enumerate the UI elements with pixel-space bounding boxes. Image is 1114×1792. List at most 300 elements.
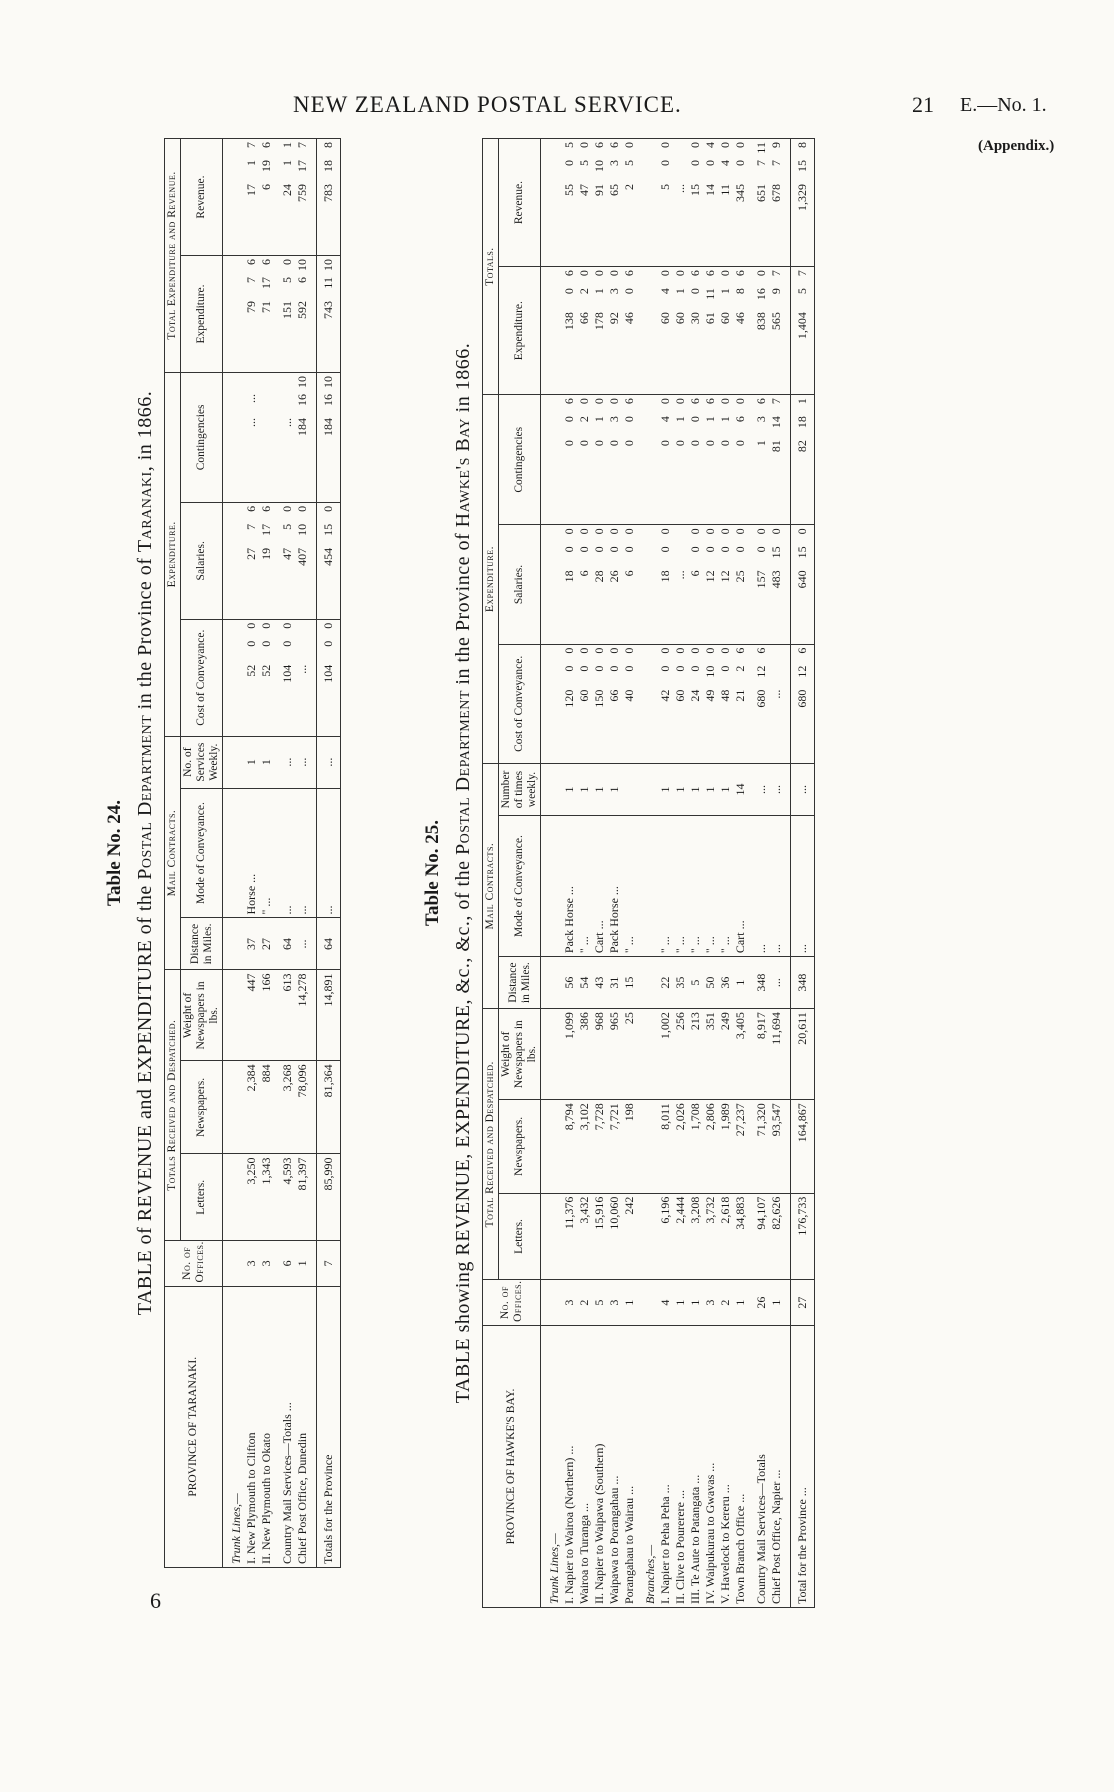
cell-expenditure-s: 5 xyxy=(795,288,809,295)
row-name: II. Clive to Pourerere ... xyxy=(673,1325,688,1607)
cell-salaries-s: 0 xyxy=(622,546,636,553)
cell-revenue-d: 6 xyxy=(259,142,273,148)
cell-cost-s: 0 xyxy=(244,640,258,647)
cell-contingencies-s: 4 xyxy=(658,416,672,423)
cell-expenditure xyxy=(791,267,815,395)
cell-contingencies-d: 0 xyxy=(592,398,606,405)
cell-revenue-d: 8 xyxy=(321,142,335,148)
cell-salaries-s: 0 xyxy=(607,546,621,553)
cell-cost-p: 21 xyxy=(733,689,747,702)
cell-revenue-p: 678 xyxy=(769,184,783,202)
cell-contingencies-d: 0 xyxy=(607,398,621,405)
col-newspapers: Newspapers. xyxy=(181,1061,223,1154)
cell-cost-value xyxy=(674,648,687,760)
cell-distance: 348 xyxy=(791,957,815,1009)
cell-services: 1 xyxy=(562,764,577,816)
cell-distance: 348 xyxy=(754,957,769,1009)
cell-contingencies-value xyxy=(704,398,717,521)
cell-contingencies-p: 0 xyxy=(718,440,732,447)
cell-expenditure-value xyxy=(796,270,809,391)
cell-mode: ... xyxy=(280,788,295,918)
cell-newspapers: 1,708 xyxy=(688,1100,703,1193)
cell-salaries-p: 19 xyxy=(259,547,273,560)
cell-contingencies-s: 6 xyxy=(733,416,747,423)
cell-salaries-p: 6 xyxy=(688,570,702,577)
table-row xyxy=(688,139,703,1608)
cell-cost-s: 0 xyxy=(622,665,636,672)
cell-expenditure-value xyxy=(734,270,747,391)
cell-contingencies-value xyxy=(689,398,702,521)
cell-cost-d: 0 xyxy=(622,647,636,654)
empty-cell xyxy=(643,525,658,644)
cell-mode: " ... xyxy=(673,816,688,957)
col-letters: Letters. xyxy=(499,1193,541,1280)
cell-salaries-value xyxy=(608,528,621,640)
cell-revenue-p: 5 xyxy=(658,184,672,190)
cell-cost xyxy=(688,644,703,763)
cell-mode: Horse ... xyxy=(244,788,259,918)
cell-contingencies-d: 10 xyxy=(321,375,335,388)
cell-revenue xyxy=(317,139,341,256)
cell-contingencies-p: 0 xyxy=(577,440,591,447)
cell-revenue-d: 1 xyxy=(280,142,294,148)
cell-cost-s xyxy=(296,641,309,659)
cell-expenditure-value xyxy=(689,270,702,391)
cell-cost-s: 0 xyxy=(562,665,576,672)
cell-revenue-d: 5 xyxy=(562,142,576,148)
cell-salaries xyxy=(592,525,607,644)
cell-contingencies xyxy=(607,395,622,525)
cell-contingencies-value xyxy=(674,398,687,521)
cell-salaries xyxy=(673,525,688,644)
cell-salaries xyxy=(688,525,703,644)
cell-contingencies-value xyxy=(734,398,747,521)
cell-cost-p: 120 xyxy=(562,689,576,708)
empty-cell xyxy=(643,816,658,957)
cell-contingencies-d: 6 xyxy=(688,398,702,405)
cell-newspapers: 81,364 xyxy=(317,1061,341,1154)
cell-revenue-p: 345 xyxy=(733,184,747,202)
cell-contingencies-value xyxy=(659,398,672,521)
cell-cost-d: 0 xyxy=(607,647,621,654)
cell-letters: 1,343 xyxy=(259,1154,274,1241)
cell-offices: 1 xyxy=(769,1280,784,1326)
cell-contingencies-s: 0 xyxy=(622,416,636,423)
cell-contingencies-p: 184 xyxy=(321,417,335,436)
cell-weight: 249 xyxy=(718,1009,733,1100)
empty-cell xyxy=(547,1193,562,1280)
cell-revenue-s: 4 xyxy=(718,160,732,166)
cell-cost-p: ... xyxy=(295,664,309,674)
cell-services: 1 xyxy=(688,764,703,816)
cell-expenditure xyxy=(317,256,341,373)
cell-contingencies-value xyxy=(755,398,768,521)
cell-newspapers: 8,794 xyxy=(562,1100,577,1193)
cell-salaries-s: 7 xyxy=(244,523,258,530)
cell-mode: " ... xyxy=(577,816,592,957)
cell-expenditure xyxy=(733,267,748,395)
col-mode: Mode of Conveyance. xyxy=(499,816,541,957)
cell-services: ... xyxy=(769,764,784,816)
cell-revenue-p: 6 xyxy=(259,184,273,190)
section-row xyxy=(547,139,562,1608)
cell-revenue-p: 15 xyxy=(688,184,702,196)
cell-contingencies xyxy=(688,395,703,525)
cell-salaries-value xyxy=(770,528,783,640)
cell-weight: 351 xyxy=(703,1009,718,1100)
cell-contingencies-s: 1 xyxy=(592,416,606,423)
cell-expenditure xyxy=(295,256,310,373)
cell-letters: 34,883 xyxy=(733,1193,748,1280)
cell-contingencies-p: 0 xyxy=(688,440,702,447)
page-number: 21 xyxy=(912,92,934,117)
cell-salaries xyxy=(607,525,622,644)
empty-cell xyxy=(643,267,658,395)
cell-newspapers: 884 xyxy=(259,1061,274,1154)
cell-mode: " ... xyxy=(688,816,703,957)
cell-contingencies-s: 0 xyxy=(688,416,702,423)
cell-salaries xyxy=(658,525,673,644)
cell-salaries xyxy=(791,525,815,644)
cell-services: ... xyxy=(317,736,341,788)
empty-cell xyxy=(229,1241,244,1286)
empty-cell xyxy=(229,139,244,256)
col-province: PROVINCE OF HAWKE'S BAY. xyxy=(483,1325,541,1607)
cell-contingencies-value xyxy=(608,398,621,521)
cell-salaries xyxy=(622,525,637,644)
cell-expenditure-p: 151 xyxy=(280,301,294,320)
cell-revenue-p: 2 xyxy=(622,184,636,190)
table-row xyxy=(280,139,295,1568)
col-offices: No. of Offices. xyxy=(483,1280,541,1326)
cell-cost-p: 60 xyxy=(673,689,687,702)
cell-salaries-value xyxy=(245,506,258,616)
cell-offices: 5 xyxy=(592,1280,607,1326)
cell-cost-d: 6 xyxy=(754,647,768,654)
cell-contingencies xyxy=(673,395,688,525)
cell-newspapers: 3,102 xyxy=(577,1100,592,1193)
cell-offices: 4 xyxy=(658,1280,673,1326)
cell-expenditure-value xyxy=(322,259,335,369)
cell-cost-d: 0 xyxy=(673,647,687,654)
cell-expenditure-value xyxy=(770,270,783,391)
cell-letters: 2,444 xyxy=(673,1193,688,1280)
cell-distance: 31 xyxy=(607,957,622,1009)
cell-letters: 94,107 xyxy=(754,1193,769,1280)
cell-expenditure-s: 2 xyxy=(577,288,591,295)
cell-letters: 2,618 xyxy=(718,1193,733,1280)
cell-newspapers: 198 xyxy=(622,1100,637,1193)
cell-salaries-d: 0 xyxy=(295,505,309,512)
cell-expenditure xyxy=(658,267,673,395)
cell-expenditure-s: 16 xyxy=(754,288,768,301)
cell-services: 1 xyxy=(703,764,718,816)
cell-contingencies-value xyxy=(770,398,783,521)
table-row xyxy=(718,139,733,1608)
cell-cost-s: 0 xyxy=(658,665,672,672)
cell-cost-value xyxy=(245,623,258,733)
cell-cost-d: 0 xyxy=(718,647,732,654)
cell-mode: " ... xyxy=(658,816,673,957)
cell-revenue xyxy=(577,139,592,267)
empty-cell xyxy=(229,372,244,502)
cell-cost-p: 48 xyxy=(718,689,732,702)
cell-cost-s: 0 xyxy=(259,640,273,647)
cell-weight: 256 xyxy=(673,1009,688,1100)
cell-salaries xyxy=(754,525,769,644)
cell-revenue xyxy=(718,139,733,267)
cell-cost xyxy=(718,644,733,763)
empty-cell xyxy=(643,395,658,525)
table-row xyxy=(703,139,718,1608)
cell-newspapers: 71,320 xyxy=(754,1100,769,1193)
cell-expenditure-p: 66 xyxy=(577,312,591,325)
row-name: V. Havelock to Kereru ... xyxy=(718,1325,733,1607)
col-mode: Mode of Conveyance. xyxy=(181,788,223,918)
cell-cost-value xyxy=(719,648,732,760)
cell-cost-s: 0 xyxy=(280,640,294,647)
cell-revenue xyxy=(769,139,784,267)
col-expenditure: Expenditure. xyxy=(181,256,223,373)
cell-contingencies-s: 16 xyxy=(321,393,335,406)
cell-expenditure xyxy=(562,267,577,395)
cell-revenue-p: ... xyxy=(673,184,687,193)
caption-part: Hawke's Bay xyxy=(452,417,474,528)
cell-weight: 213 xyxy=(688,1009,703,1100)
cell-expenditure-p: 138 xyxy=(562,312,576,331)
cell-expenditure-value xyxy=(719,270,732,391)
cell-contingencies xyxy=(562,395,577,525)
group-total-exp-rev: Total Expenditure and Revenue. xyxy=(165,139,181,373)
cell-expenditure xyxy=(703,267,718,395)
cell-expenditure-d: 10 xyxy=(321,259,335,272)
cell-revenue-d: 0 xyxy=(622,142,636,148)
cell-cost-value xyxy=(322,623,335,733)
cell-distance: 5 xyxy=(688,957,703,1009)
cell-expenditure-s: 8 xyxy=(733,288,747,295)
cell-revenue xyxy=(733,139,748,267)
cell-newspapers: 3,268 xyxy=(280,1061,295,1154)
cell-services: 1 xyxy=(244,736,259,788)
cell-contingencies xyxy=(658,395,673,525)
empty-cell xyxy=(547,1009,562,1100)
cell-revenue-s xyxy=(674,160,687,178)
cell-revenue xyxy=(280,139,295,256)
cell-weight: 1,099 xyxy=(562,1009,577,1100)
cell-cost xyxy=(244,619,259,736)
cell-cost-p: 680 xyxy=(795,689,809,708)
cell-cost xyxy=(769,644,784,763)
cell-salaries-p: 12 xyxy=(718,570,732,583)
table-row xyxy=(295,139,310,1568)
cell-expenditure xyxy=(769,267,784,395)
page-header xyxy=(0,92,1114,132)
empty-cell xyxy=(229,502,244,619)
cell-cost-p: 680 xyxy=(754,689,768,708)
cell-revenue-s: 0 xyxy=(703,160,717,166)
col-revenue: Revenue. xyxy=(499,139,541,267)
cell-salaries-value xyxy=(719,528,732,640)
cell-cost-s: 12 xyxy=(754,665,768,678)
cell-offices: 3 xyxy=(703,1280,718,1326)
cell-cost-s: 2 xyxy=(733,665,747,672)
cell-salaries-p: 6 xyxy=(577,570,591,577)
cell-contingencies-s: 3 xyxy=(754,416,768,423)
cell-revenue-p: 17 xyxy=(244,184,258,196)
cell-distance: 50 xyxy=(703,957,718,1009)
cell-letters: 176,733 xyxy=(791,1193,815,1280)
cell-revenue-p: 65 xyxy=(607,184,621,196)
section-label: Trunk Lines,— xyxy=(547,1325,562,1607)
cell-expenditure-value xyxy=(281,259,294,369)
cell-letters: 3,732 xyxy=(703,1193,718,1280)
cell-revenue-value xyxy=(719,142,732,263)
cell-salaries xyxy=(562,525,577,644)
cell-salaries-p: 407 xyxy=(295,547,309,566)
cell-expenditure-d: 0 xyxy=(673,270,687,277)
cell-contingencies-value xyxy=(593,398,606,521)
cell-expenditure-s: 17 xyxy=(259,277,273,290)
cell-salaries-p: ... xyxy=(673,570,687,580)
cell-expenditure-p: 565 xyxy=(769,312,783,331)
empty-cell xyxy=(547,267,562,395)
empty-cell xyxy=(229,1061,244,1154)
row-name: Chief Post Office, Napier ... xyxy=(769,1325,784,1607)
col-distance: Distance in Miles. xyxy=(181,918,223,970)
cell-contingencies xyxy=(244,372,259,502)
cell-services: 14 xyxy=(733,764,748,816)
col-services: Number of times weekly. xyxy=(499,764,541,816)
empty-cell xyxy=(643,644,658,763)
document-reference: E.—No. 1. xyxy=(960,94,1047,116)
cell-offices: 27 xyxy=(791,1280,815,1326)
cell-weight: 8,917 xyxy=(754,1009,769,1100)
cell-contingencies xyxy=(718,395,733,525)
cell-cost xyxy=(317,619,341,736)
cell-salaries-value xyxy=(755,528,768,640)
cell-distance: 15 xyxy=(622,957,637,1009)
cell-salaries-s: 5 xyxy=(280,523,294,530)
cell-revenue-p: 11 xyxy=(718,184,732,196)
col-salaries: Salaries. xyxy=(499,525,541,644)
row-name: Waipawa to Porangahau ... xyxy=(607,1325,622,1607)
cell-newspapers: 8,011 xyxy=(658,1100,673,1193)
cell-salaries-value xyxy=(578,528,591,640)
cell-revenue xyxy=(562,139,577,267)
cell-expenditure xyxy=(592,267,607,395)
empty-cell xyxy=(643,1009,658,1100)
cell-expenditure-s: 1 xyxy=(718,288,732,295)
cell-salaries-d: 0 xyxy=(562,528,576,535)
cell-contingencies-value xyxy=(719,398,732,521)
cell-contingencies-s: 1 xyxy=(718,416,732,423)
cell-contingencies-p: 0 xyxy=(607,440,621,447)
cell-salaries xyxy=(259,502,274,619)
cell-contingencies-value xyxy=(578,398,591,521)
cell-salaries-p: 27 xyxy=(244,547,258,560)
cell-salaries-value xyxy=(563,528,576,640)
cell-mode: ... xyxy=(769,816,784,957)
cell-contingencies-s: 1 xyxy=(703,416,717,423)
cell-revenue-s: 0 xyxy=(688,160,702,166)
cell-offices: 1 xyxy=(733,1280,748,1326)
empty-cell xyxy=(547,764,562,816)
cell-expenditure-p: 592 xyxy=(295,301,309,320)
cell-salaries xyxy=(769,525,784,644)
cell-cost xyxy=(259,619,274,736)
col-weight: Weight of Newspapers in lbs. xyxy=(181,970,223,1061)
cell-expenditure-p: 743 xyxy=(321,301,335,320)
cell-newspapers: 1,989 xyxy=(718,1100,733,1193)
cell-expenditure-d: 0 xyxy=(577,270,591,277)
table-row xyxy=(754,139,769,1608)
cell-salaries-s: 0 xyxy=(592,546,606,553)
cell-services: 1 xyxy=(718,764,733,816)
cell-salaries-p: 18 xyxy=(658,570,672,583)
cell-revenue-p: 651 xyxy=(754,184,768,202)
cell-salaries-d: 0 xyxy=(592,528,606,535)
cell-cost-s: 0 xyxy=(321,640,335,647)
cell-weight: 965 xyxy=(607,1009,622,1100)
empty-cell xyxy=(643,764,658,816)
cell-salaries-value xyxy=(704,528,717,640)
cell-cost-value xyxy=(770,648,783,760)
table-25-panel xyxy=(418,138,815,1608)
cell-revenue-d: 11 xyxy=(754,142,768,154)
cell-revenue-value xyxy=(734,142,747,263)
cell-distance: 64 xyxy=(317,918,341,970)
cell-cost-d: 0 xyxy=(703,647,717,654)
cell-salaries-d: 0 xyxy=(754,528,768,535)
table-25 xyxy=(482,138,815,1608)
cell-contingencies-s: 16 xyxy=(295,393,309,406)
cell-cost-d xyxy=(770,648,783,660)
cell-cost-p: 66 xyxy=(607,689,621,702)
cell-cost-p: 52 xyxy=(259,664,273,677)
cell-contingencies-s: 3 xyxy=(607,416,621,423)
cell-letters: 6,196 xyxy=(658,1193,673,1280)
empty-cell xyxy=(229,256,244,373)
cell-offices: 6 xyxy=(280,1241,295,1286)
section-row xyxy=(229,139,244,1568)
cell-revenue-p: 24 xyxy=(280,184,294,196)
cell-revenue-value xyxy=(755,142,768,263)
cell-cost-s: 12 xyxy=(795,665,809,678)
cell-revenue-value xyxy=(281,142,294,252)
cell-cost xyxy=(592,644,607,763)
cell-cost-value xyxy=(296,623,309,733)
cell-revenue-s: 0 xyxy=(733,160,747,166)
cell-cost-p: 104 xyxy=(321,664,335,683)
section-label: Branches,— xyxy=(643,1325,658,1607)
cell-mode: ... xyxy=(295,788,310,918)
cell-revenue-d: 9 xyxy=(769,142,783,148)
cell-contingencies-p: 0 xyxy=(592,440,606,447)
cell-salaries-s: 0 xyxy=(754,546,768,553)
cell-salaries xyxy=(577,525,592,644)
cell-cost-value xyxy=(755,648,768,760)
cell-cost-d xyxy=(296,623,309,635)
cell-expenditure-p: 1,404 xyxy=(795,312,809,340)
cell-revenue-p: 14 xyxy=(703,184,717,196)
cell-mode: " ... xyxy=(718,816,733,957)
cell-salaries-s: 0 xyxy=(658,546,672,553)
row-name: Town Branch Office ... xyxy=(733,1325,748,1607)
caption-part: Taranaki xyxy=(134,471,156,553)
col-letters: Letters. xyxy=(181,1154,223,1241)
cell-cost-value xyxy=(281,623,294,733)
cell-salaries-d: 0 xyxy=(658,528,672,535)
